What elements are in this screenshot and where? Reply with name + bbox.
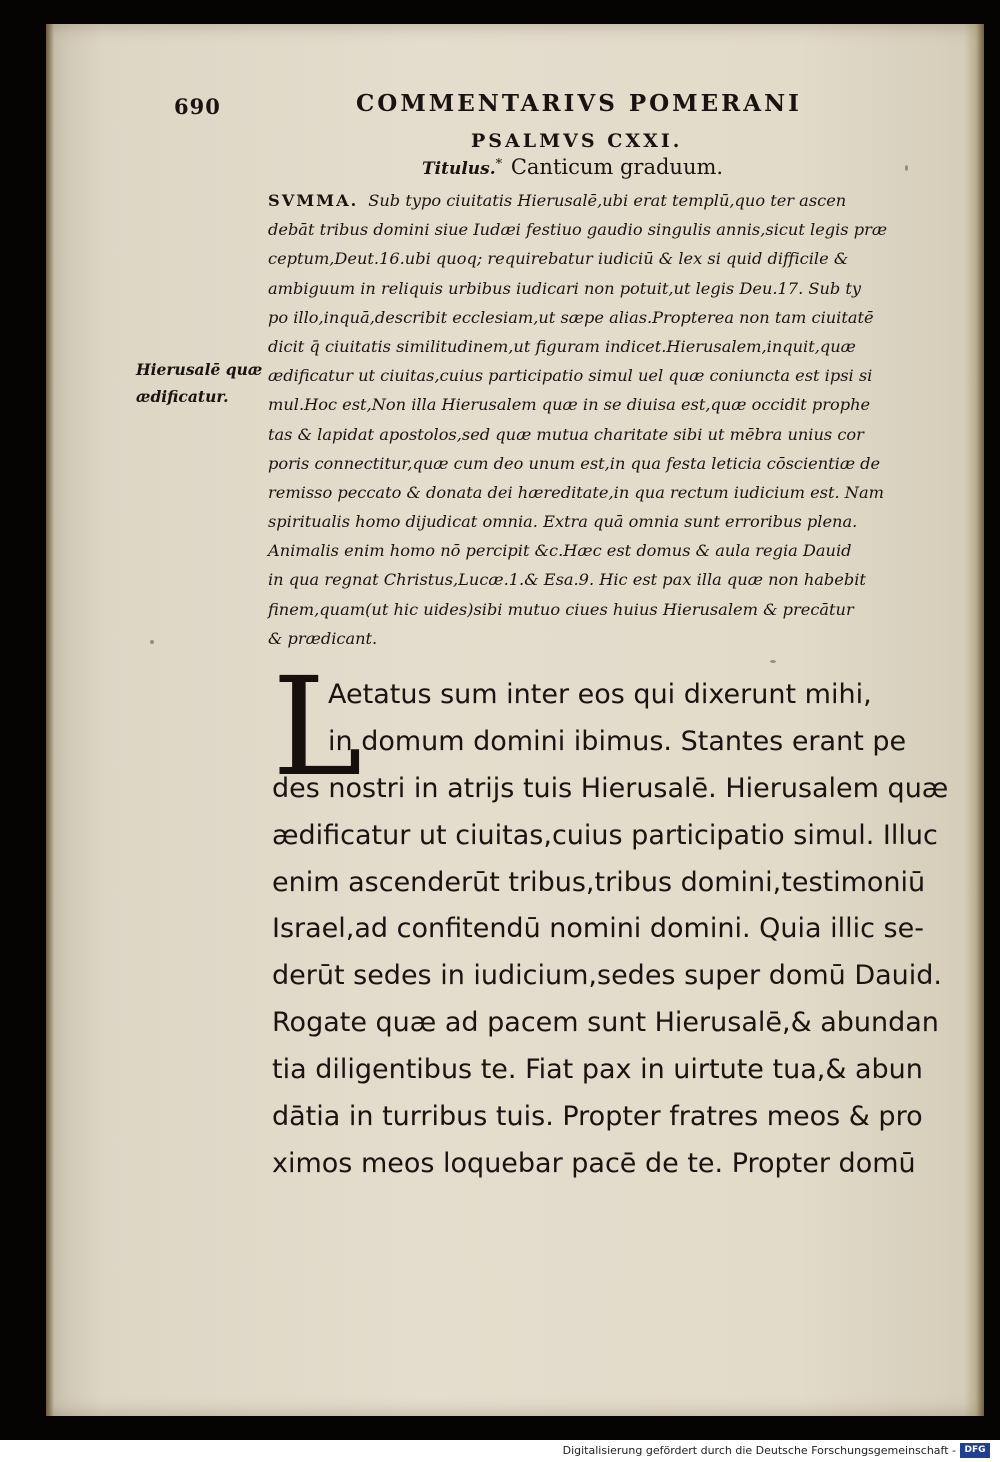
summa-paragraph [268,186,920,653]
summa-line: dicit q̄ ciuitatis similitudinem,ut figuram indicet.Hierusalem,inquit,quæ [268,336,856,356]
psalm-line: Aetatus sum inter eos qui dixerunt mihi, [328,679,872,710]
paper-speck [905,165,908,171]
paper-speck [150,640,154,644]
summa-line: spiritualis homo dijudicat omnia. Extra quā omnia sunt erroribus plena. [268,512,858,532]
margin-note-line: ædificatur. [136,387,229,406]
summa-label: SVMMA. [268,191,359,210]
dfg-logo: DFG [960,1443,990,1458]
summa-line: ambiguum in reliquis urbibus iudicari non potuit,ut legis Deu.17. Sub ty [268,278,862,298]
footer-credit: Digitalisierung gefördert durch die Deutsche Forschungsgemeinschaft - [562,1444,956,1457]
summa-line: poris connectitur,quæ cum deo unum est,in qua festa leticia cōscientiæ de [268,453,881,473]
title-label: Titulus. [422,159,496,179]
drop-initial: L [272,649,363,807]
summa-line: ceptum,Deut.16.ubi quoq; requirebatur iudiciū & lex si quid difficile & [268,249,849,269]
summa-line: debāt tribus domini siue Iudæi festiuo gaudio singulis annis,sicut legis præ [268,220,888,240]
psalm-line: tia diligentibus te. Fiat pax in uirtute tua,& abun [272,1054,923,1086]
psalm-line: derūt sedes in iudicium,sedes super domū Dauid. [272,960,943,992]
psalm-line: ximos meos loquebar pacē de te. Propter domū [272,1147,916,1179]
page-gutter-shadow [46,24,54,1416]
summa-line: tas & lapidat apostolos,sed quæ mutua charitate sibi ut mēbra unius cor [268,424,864,444]
psalm-line: des nostri in atrijs tuis Hierusalē. Hierusalem quæ [272,772,949,804]
page-edge-shadow [964,24,984,1416]
footer-bar [0,1440,1000,1462]
psalm-line: Rogate quæ ad pacem sunt Hierusalē,& abundan [272,1007,939,1039]
psalm-text [272,672,949,1188]
title-text: Canticum graduum. [510,155,724,179]
summa-line: Animalis enim homo nō percipit &c.Hæc est domus & aula regia Dauid [268,541,852,561]
page-number: 690 [174,94,221,119]
running-head: COMMENTARIVS POMERANI [356,90,802,117]
summa-line: remisso peccato & donata dei hæreditate,in qua rectum iudicium est. Nam [268,482,884,502]
summa-line: mul.Hoc est,Non illa Hierusalem quæ in se diuisa est,quæ occidit prophe [268,395,871,415]
summa-line: & prædicant. [268,628,378,648]
psalm-line: dātia in turribus tuis. Propter fratres meos & pro [272,1101,923,1133]
psalm-title [422,155,723,179]
psalm-line: Israel,ad confitendū nomini domini. Quia illic se- [272,913,924,945]
summa-line: po illo,inquā,describit ecclesiam,ut sæpe alias.Propterea non tam ciuitatē [268,307,874,327]
note-mark: * [495,157,503,172]
psalm-line: ædificatur ut ciuitas,cuius participatio simul. Illuc [272,819,938,851]
summa-line: in qua regnat Christus,Lucæ.1.& Esa.9. Hic est pax illa quæ non habebit [268,570,866,590]
margin-note [136,356,262,410]
summa-line: SVMMA. Sub typo ciuitatis Hierusalē,ubi erat templū,quo ter ascen [268,191,847,210]
psalm-heading: PSALMVS CXXI. [471,130,683,152]
summa-line: ædificatur ut ciuitas,cuius participatio simul uel quæ coniuncta est ipsi si [268,366,873,386]
psalm-line: in domum domini ibimus. Stantes erant pe [328,725,907,757]
summa-line: finem,quam(ut hic uides)sibi mutuo ciues huius Hierusalem & precātur [268,599,854,619]
margin-note-line: Hierusalē quæ [136,360,263,379]
paper-speck [770,660,776,663]
psalm-line: enim ascenderūt tribus,tribus domini,testimoniū [272,866,926,898]
